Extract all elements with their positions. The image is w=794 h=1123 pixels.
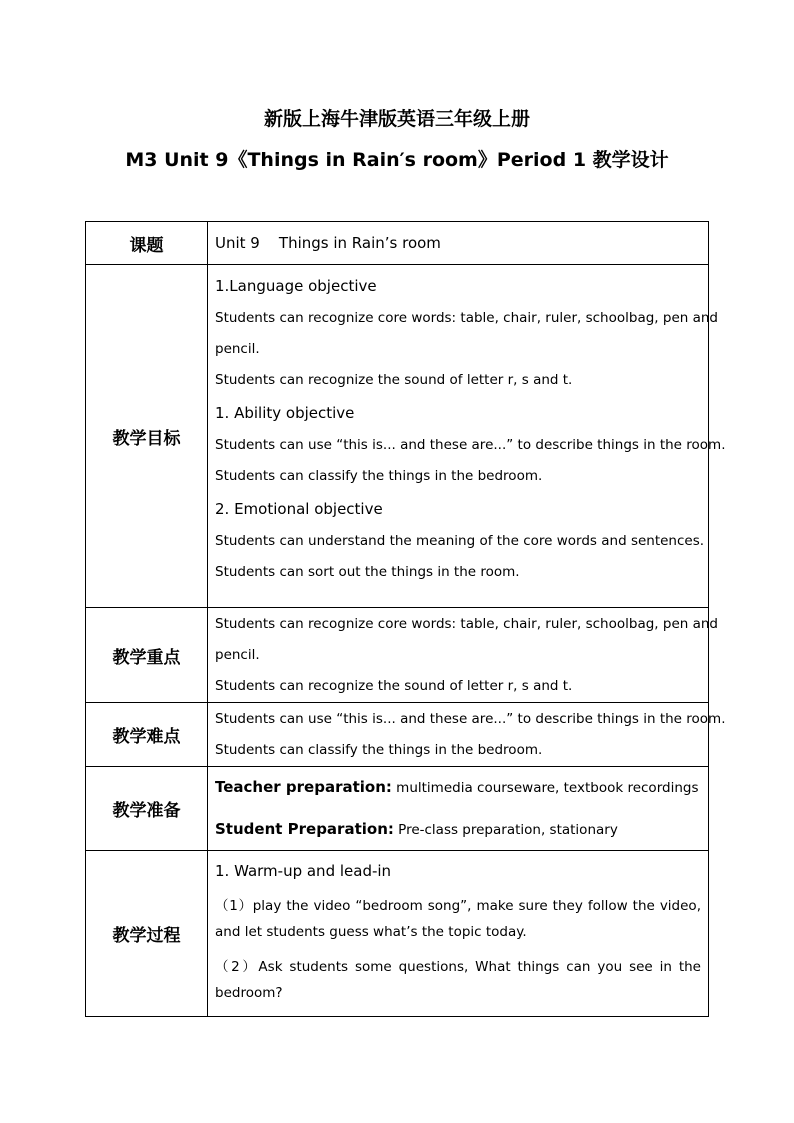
language-objective-line: Students can recognize core words: table, chair, ruler, schoolbag, pen and	[215, 310, 719, 326]
row-key-points	[86, 608, 709, 703]
row-objectives	[86, 265, 709, 608]
cell-key-points	[208, 608, 719, 703]
label-difficult-points: 教学难点	[86, 703, 208, 767]
key-point-line: Students can recognize core words: table, chair, ruler, schoolbag, pen and	[215, 616, 719, 632]
teacher-preparation	[215, 777, 701, 798]
key-point-line: pencil.	[215, 647, 260, 663]
row-preparation	[86, 767, 709, 851]
process-item: （2）Ask students some questions, What things can you see in the bedroom?	[215, 959, 701, 1001]
label-preparation: 教学准备	[86, 767, 208, 851]
cell-topic	[208, 222, 709, 265]
ability-objective-heading: 1. Ability objective	[215, 404, 355, 422]
emotional-objective-line: Students can understand the meaning of the core words and sentences.	[215, 533, 705, 549]
emotional-objective-line: Students can sort out the things in the room.	[215, 564, 520, 580]
row-process	[86, 851, 709, 1017]
cell-process	[208, 851, 709, 1017]
language-objective-line: Students can recognize the sound of letter r, s and t.	[215, 372, 573, 388]
label-objectives: 教学目标	[86, 265, 208, 608]
topic-value: Unit 9 Things in Rain’s room	[215, 234, 441, 252]
row-topic	[86, 222, 709, 265]
document-title: 新版上海牛津版英语三年级上册	[263, 108, 530, 130]
difficult-point-line: Students can use “this is... and these are...” to describe things in the room.	[215, 711, 726, 727]
difficult-point-line: Students can classify the things in the bedroom.	[215, 742, 543, 758]
label-topic: 课题	[86, 222, 208, 265]
process-item: （1）play the video “bedroom song”, make sure they follow the video, and let students guess what’s the topic today.	[215, 898, 701, 940]
cell-objectives	[208, 265, 726, 608]
language-objective-line: pencil.	[215, 341, 260, 357]
row-difficult-points	[86, 703, 709, 767]
teacher-preparation-label: Teacher preparation:	[215, 778, 392, 796]
student-preparation	[215, 819, 701, 840]
warm-up-heading: 1. Warm-up and lead-in	[215, 862, 392, 880]
ability-objective-line: Students can use “this is... and these are...” to describe things in the room.	[215, 437, 726, 453]
cell-difficult-points	[208, 703, 726, 767]
student-preparation-value: Pre-class preparation, stationary	[393, 822, 618, 838]
key-point-line: Students can recognize the sound of letter r, s and t.	[215, 678, 573, 694]
student-preparation-label: Student Preparation:	[215, 820, 394, 838]
ability-objective-line: Students can classify the things in the bedroom.	[215, 468, 543, 484]
emotional-objective-heading: 2. Emotional objective	[215, 500, 383, 518]
cell-preparation	[208, 767, 709, 851]
teacher-preparation-value: multimedia courseware, textbook recordings	[391, 780, 699, 796]
label-process: 教学过程	[86, 851, 208, 1017]
lesson-plan-table	[85, 221, 726, 1017]
label-key-points: 教学重点	[86, 608, 208, 703]
language-objective-heading: 1.Language objective	[215, 277, 377, 295]
document-subtitle: M3 Unit 9《Things in Rain′s room》Period 1 教学设计	[125, 149, 669, 171]
